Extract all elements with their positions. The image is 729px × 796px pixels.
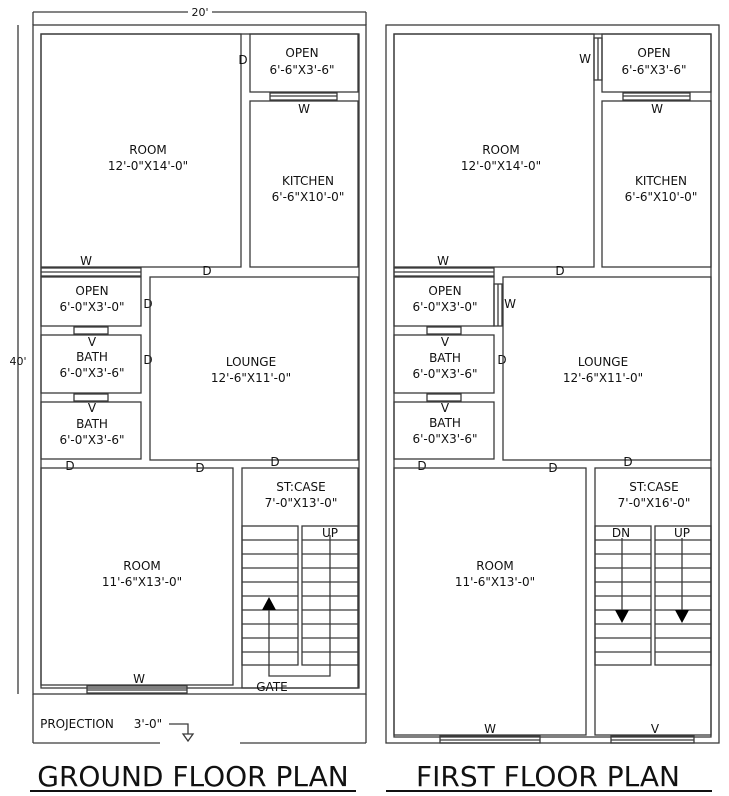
bath1-size: 6'-0"X3'-6": [412, 367, 478, 381]
gate-label: GATE: [256, 680, 288, 694]
down-arrow-icon: [615, 610, 629, 623]
bath1-size: 6'-0"X3'-6": [59, 366, 125, 380]
door-label: D: [270, 455, 280, 469]
door-label: D: [417, 459, 427, 473]
open1-name: OPEN: [285, 46, 319, 60]
ground-title: GROUND FLOOR PLAN: [37, 760, 349, 793]
stair-size: 7'-0"X16'-0": [617, 496, 691, 510]
vent-label: V: [440, 401, 450, 415]
open2-name: OPEN: [428, 284, 462, 298]
stair-up-label: UP: [321, 526, 339, 540]
kitchen-name: KITCHEN: [282, 174, 334, 188]
bath2-size: 6'-0"X3'-6": [59, 433, 125, 447]
room1-name: ROOM: [129, 143, 167, 157]
door-label: D: [623, 455, 633, 469]
room2-wall: [394, 468, 586, 735]
vent-label: V: [87, 401, 97, 415]
height-dimension: 40': [9, 355, 27, 368]
window-label: W: [437, 254, 449, 268]
door-label: D: [497, 353, 507, 367]
kitchen-size: 6'-6"X10'-0": [271, 190, 345, 204]
window-label: W: [80, 254, 92, 268]
kitchen-name: KITCHEN: [635, 174, 687, 188]
room1-size: 12'-0"X14'-0": [107, 159, 189, 173]
stair-name: ST:CASE: [629, 480, 679, 494]
lounge-name: LOUNGE: [577, 355, 629, 369]
stair-treads: [595, 540, 711, 652]
room2-size: 11'-6"X13'-0": [101, 575, 183, 589]
projection-label: PROJECTION: [40, 717, 114, 731]
lounge-name: LOUNGE: [225, 355, 277, 369]
ventilator: [427, 394, 461, 401]
lounge-size: 12'-6"X11'-0": [562, 371, 644, 385]
lounge-size: 12'-6"X11'-0": [210, 371, 292, 385]
inner-wall: [394, 34, 711, 737]
door-label: D: [202, 264, 212, 278]
bath2-name: BATH: [429, 416, 461, 430]
up-arrow-icon: [262, 597, 276, 610]
open1-size: 6'-6"X3'-6": [269, 63, 335, 77]
room1-size: 12'-0"X14'-0": [460, 159, 542, 173]
first-floor-plan: [386, 25, 719, 793]
stair-up-label: UP: [673, 526, 691, 540]
open1-size: 6'-6"X3'-6": [621, 63, 687, 77]
level-icon: [183, 734, 193, 741]
open1-name: OPEN: [637, 46, 671, 60]
door-label: D: [195, 461, 205, 475]
stair-treads: [242, 540, 358, 652]
room2-name: ROOM: [476, 559, 514, 573]
bath1-name: BATH: [429, 351, 461, 365]
down-arrow-icon: [675, 610, 689, 623]
outer-wall: [386, 25, 719, 743]
stair-path: [269, 535, 330, 676]
open2-size: 6'-0"X3'-0": [59, 300, 125, 314]
ventilator: [74, 327, 108, 334]
open2-name: OPEN: [75, 284, 109, 298]
door-label: D: [65, 459, 75, 473]
vent-label: V: [87, 335, 97, 349]
door-label: D: [238, 53, 248, 67]
open2-size: 6'-0"X3'-0": [412, 300, 478, 314]
ventilator: [427, 327, 461, 334]
kitchen-size: 6'-6"X10'-0": [624, 190, 698, 204]
window-label: W: [298, 102, 310, 116]
ground-floor-plan: [9, 6, 366, 793]
bath1-name: BATH: [76, 350, 108, 364]
vent-label: V: [650, 722, 660, 736]
width-dimension: 20': [191, 6, 209, 19]
vent-label: V: [440, 335, 450, 349]
window-label: W: [579, 52, 591, 66]
bath2-size: 6'-0"X3'-6": [412, 432, 478, 446]
door-label: D: [143, 353, 153, 367]
room1-name: ROOM: [482, 143, 520, 157]
first-title: FIRST FLOOR PLAN: [416, 760, 680, 793]
window-label: W: [484, 722, 496, 736]
bath2-name: BATH: [76, 417, 108, 431]
room2-name: ROOM: [123, 559, 161, 573]
ventilator: [74, 394, 108, 401]
level-marker: [169, 724, 188, 734]
window-label: W: [651, 102, 663, 116]
door-label: D: [143, 297, 153, 311]
stair-dn-label: DN: [611, 526, 631, 540]
door-label: D: [548, 461, 558, 475]
stair-size: 7'-0"X13'-0": [264, 496, 338, 510]
projection-dim: 3'-0": [133, 717, 163, 731]
room2-size: 11'-6"X13'-0": [454, 575, 536, 589]
door-label: D: [555, 264, 565, 278]
window-label: W: [133, 672, 145, 686]
window-label: W: [504, 297, 516, 311]
stair-name: ST:CASE: [276, 480, 326, 494]
